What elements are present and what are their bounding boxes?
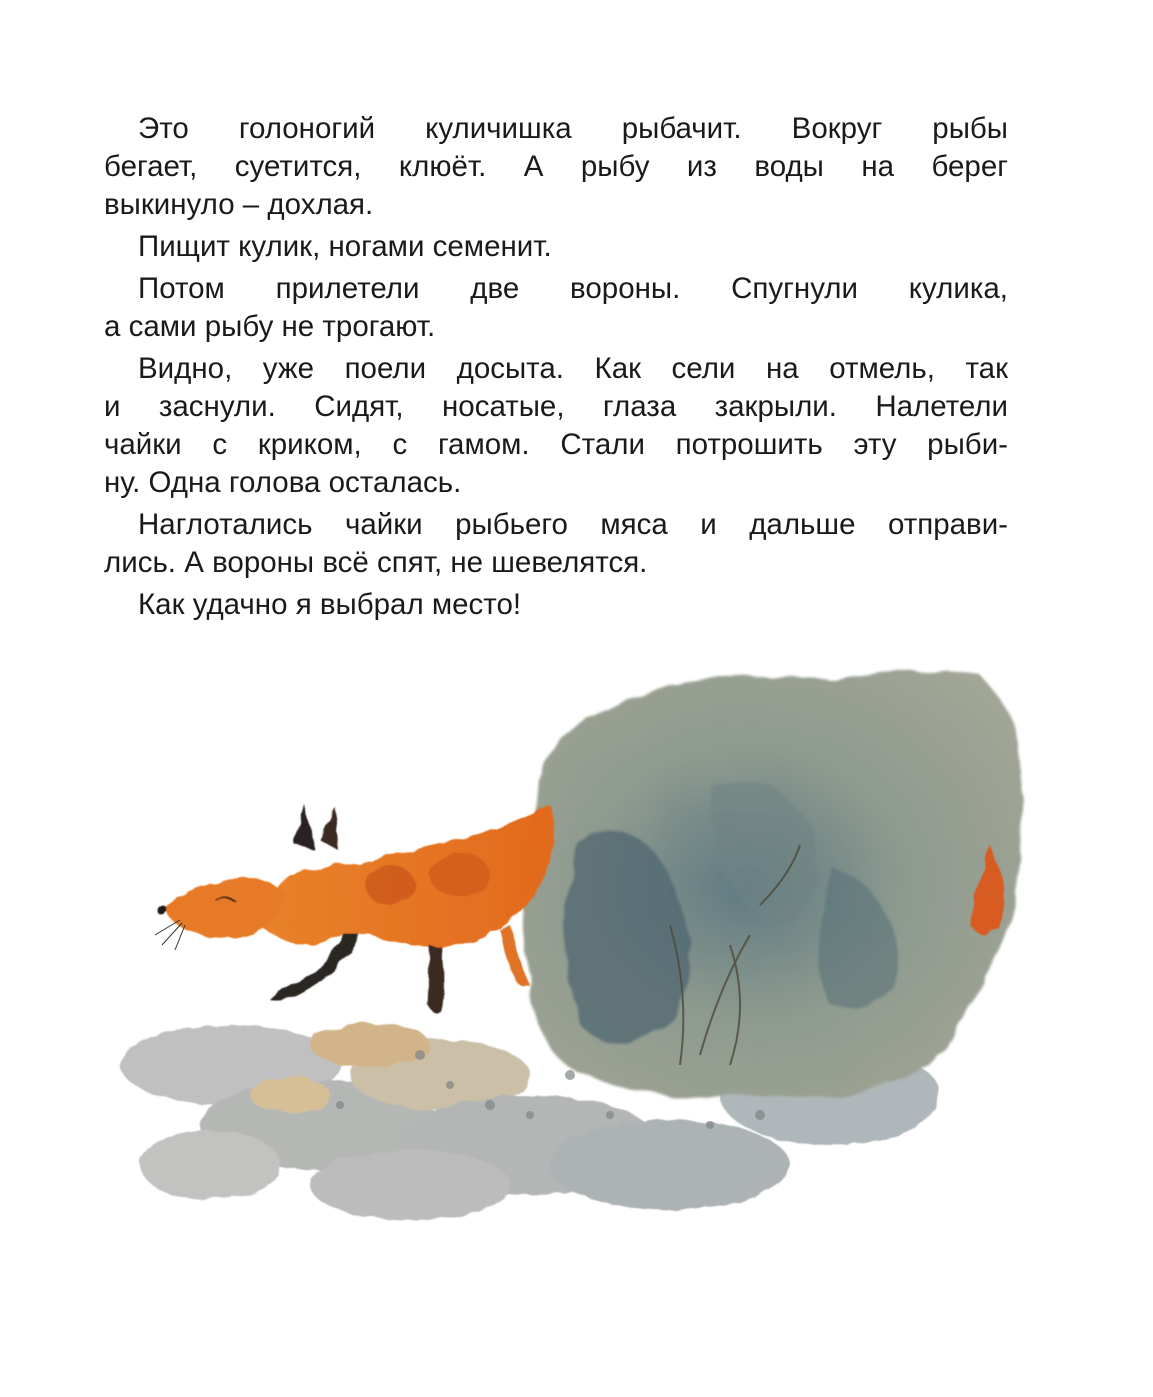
rock (522, 671, 1022, 1098)
fox-sneaking-by-rock-icon (110, 645, 1040, 1250)
paragraph-5 (104, 506, 1008, 582)
fox (157, 805, 553, 1012)
text-line: выкинуло – дохлая. (104, 188, 374, 221)
text-line: ну. Одна голова осталась. (104, 466, 462, 499)
paragraph-1 (104, 110, 1008, 224)
text-line: Как удачно я выбрал место! (138, 588, 522, 621)
text-line: и заснули. Сидят, носатые, глаза закрыли. Налетели (104, 390, 1008, 423)
text-line: лись. А вороны всё спят, не шевелятся. (104, 546, 648, 579)
text-line: Это голоногий куличишка рыбачит. Вокруг рыбы (138, 112, 1008, 145)
text-line: Видно, уже поели досыта. Как сели на отмель, так (138, 352, 1008, 385)
paragraph-3 (104, 270, 1008, 346)
paragraph-2 (104, 228, 1008, 266)
whiskers (155, 920, 185, 950)
text-line: а сами рыбу не трогают. (104, 310, 436, 343)
text-line: Наглотались чайки рыбьего мяса и дальше отправи- (138, 508, 1008, 541)
paragraph-4 (104, 350, 1008, 502)
text-line: Потом прилетели две вороны. Спугнули кулика, (138, 272, 1008, 305)
story-text (104, 110, 1008, 628)
text-line: чайки с криком, с гамом. Стали потрошить эту рыби- (104, 428, 1008, 461)
text-line: бегает, суетится, клюёт. А рыбу из воды на берег (104, 150, 1008, 183)
text-line: Пищит кулик, ногами семенит. (138, 230, 552, 263)
paragraph-6 (104, 586, 1008, 624)
